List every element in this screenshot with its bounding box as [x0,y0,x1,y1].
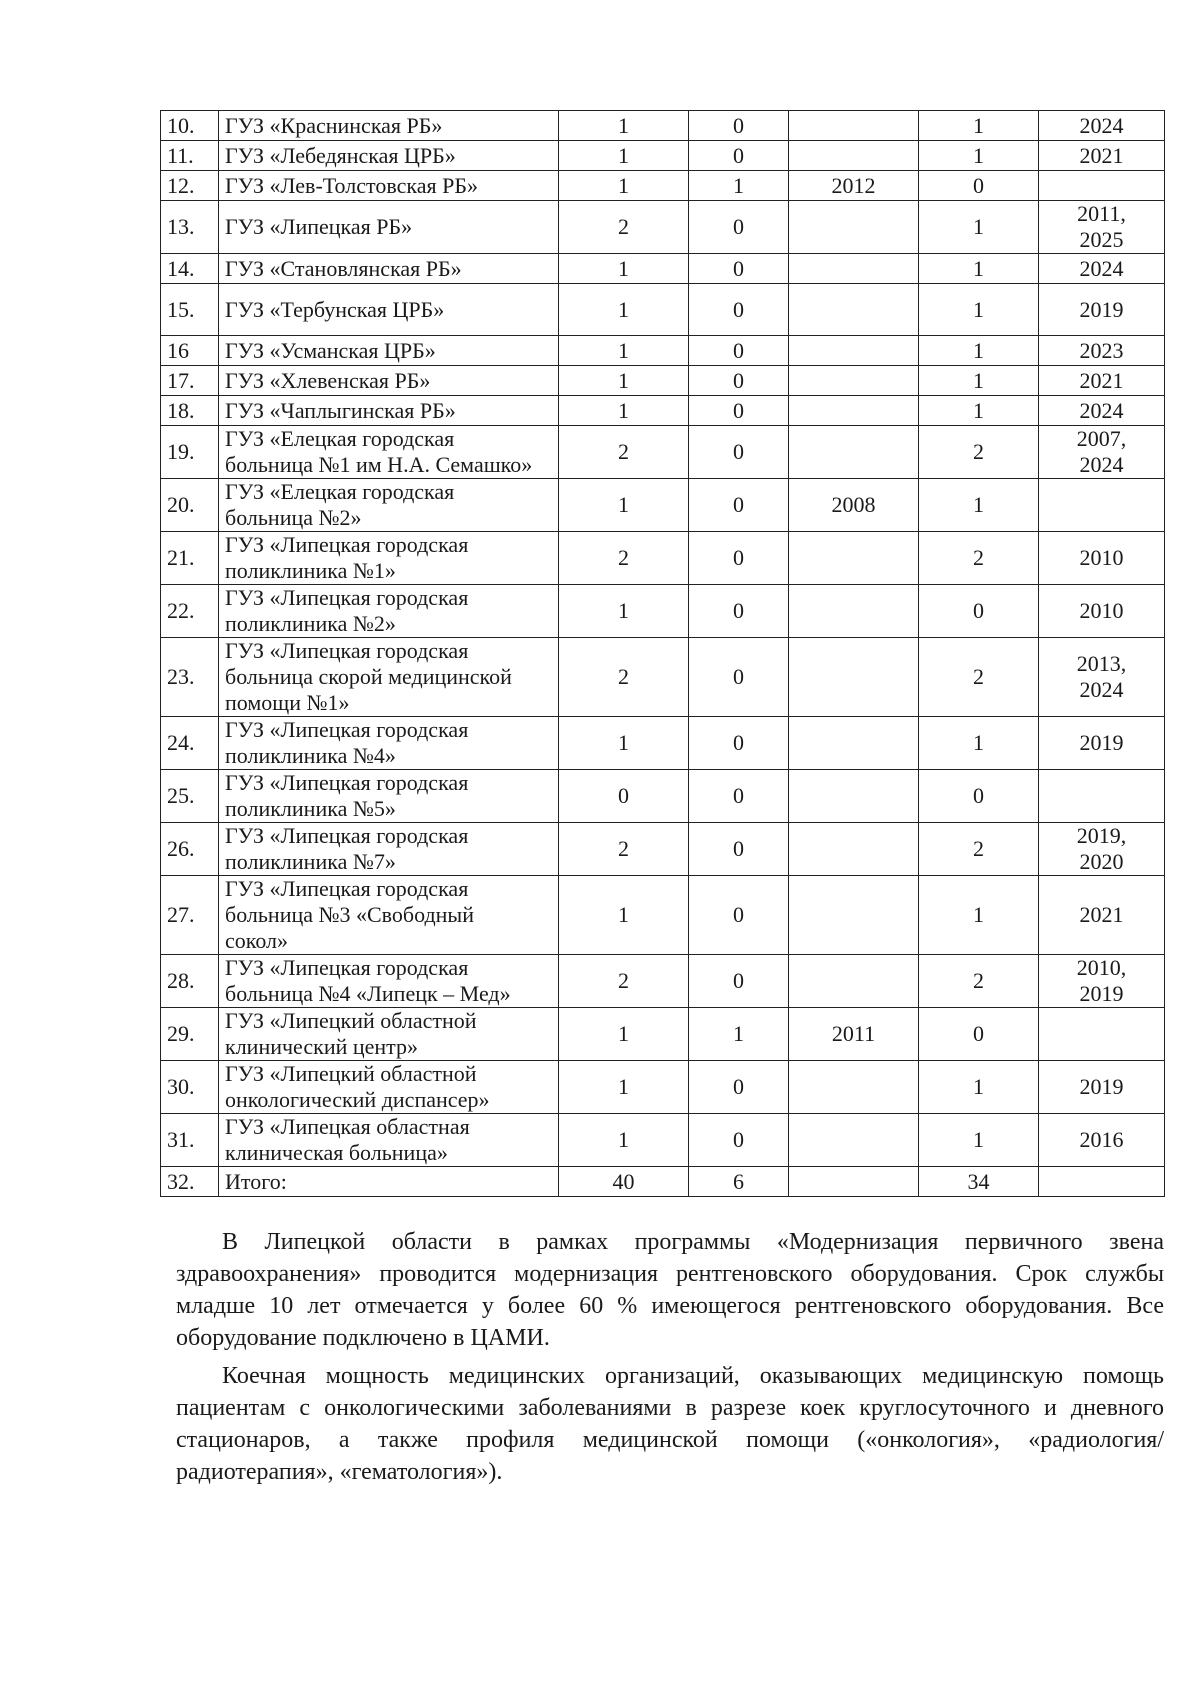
table-row [161,717,1165,770]
count-cell: 1 [559,111,689,141]
table-row [161,1167,1165,1197]
institution-name: ГУЗ «Лебедянская ЦРБ» [219,141,559,171]
institution-name: ГУЗ «Хлевенская РБ» [219,366,559,396]
year-cell [789,955,919,1008]
count-cell: 1 [689,171,789,201]
count-cell: 1 [559,479,689,532]
count-cell: 2 [919,426,1039,479]
table-row [161,284,1165,336]
count-cell: 1 [559,141,689,171]
row-number: 15. [161,284,219,336]
row-number: 32. [161,1167,219,1197]
year-cell [789,426,919,479]
count-cell: 1 [689,1008,789,1061]
year-cell: 2016 [1039,1114,1165,1167]
table-row [161,585,1165,638]
year-cell [1039,479,1165,532]
row-number: 30. [161,1061,219,1114]
row-number: 20. [161,479,219,532]
year-cell: 2021 [1039,141,1165,171]
year-cell [789,1114,919,1167]
institution-name: ГУЗ «Липецкая городская поликлиника №4» [219,717,559,770]
year-cell: 2019 [1039,284,1165,336]
row-number: 29. [161,1008,219,1061]
year-cell [789,876,919,955]
count-cell: 0 [689,1061,789,1114]
year-cell: 2013, 2024 [1039,638,1165,717]
count-cell: 0 [689,1114,789,1167]
table-row [161,823,1165,876]
row-number: 27. [161,876,219,955]
count-cell: 0 [689,638,789,717]
count-cell: 0 [689,396,789,426]
count-cell: 0 [559,770,689,823]
count-cell: 2 [919,638,1039,717]
count-cell: 1 [919,201,1039,254]
year-cell: 2011, 2025 [1039,201,1165,254]
count-cell: 0 [689,479,789,532]
institution-name: ГУЗ «Чаплыгинская РБ» [219,396,559,426]
year-cell [1039,1008,1165,1061]
count-cell: 1 [919,876,1039,955]
count-cell: 2 [559,955,689,1008]
row-number: 18. [161,396,219,426]
table-row [161,201,1165,254]
count-cell: 0 [689,426,789,479]
row-number: 10. [161,111,219,141]
table-row [161,171,1165,201]
year-cell: 2019 [1039,717,1165,770]
count-cell: 1 [919,111,1039,141]
institution-name: ГУЗ «Становлянская РБ» [219,254,559,284]
table-row [161,141,1165,171]
count-cell: 1 [919,336,1039,366]
row-number: 11. [161,141,219,171]
year-cell [1039,171,1165,201]
count-cell: 1 [919,141,1039,171]
row-number: 24. [161,717,219,770]
year-cell: 2008 [789,479,919,532]
year-cell [789,111,919,141]
year-cell: 2010 [1039,532,1165,585]
year-cell [789,254,919,284]
row-number: 28. [161,955,219,1008]
row-number: 23. [161,638,219,717]
count-cell: 1 [919,366,1039,396]
institution-name: ГУЗ «Липецкая городская больница №3 «Свободный сокол» [219,876,559,955]
count-cell: 0 [689,717,789,770]
count-cell: 0 [689,141,789,171]
count-cell: 1 [919,254,1039,284]
row-number: 25. [161,770,219,823]
table-row [161,396,1165,426]
year-cell [1039,770,1165,823]
institution-name: ГУЗ «Липецкий областной онкологический диспансер» [219,1061,559,1114]
row-number: 21. [161,532,219,585]
count-cell: 0 [689,532,789,585]
paragraph-bed-capacity: Коечная мощность медицинских организаций, оказывающих медицинскую помощь пациентам с онкологическими заболеваниями в разрезе коек круглосуточного и дневного стационаров, а также профиля медицинской помощи («онкология», «радиология/радиотерапия», «гематология»). [176,1363,1164,1485]
year-cell [789,585,919,638]
year-cell: 2024 [1039,254,1165,284]
table-row [161,1008,1165,1061]
institution-name: ГУЗ «Тербунская ЦРБ» [219,284,559,336]
row-number: 31. [161,1114,219,1167]
count-cell: 0 [919,585,1039,638]
year-cell: 2012 [789,171,919,201]
count-cell: 0 [689,823,789,876]
count-cell: 1 [559,254,689,284]
count-cell: 1 [559,366,689,396]
year-cell: 2007, 2024 [1039,426,1165,479]
year-cell [789,336,919,366]
count-cell: 2 [559,201,689,254]
count-cell: 2 [919,955,1039,1008]
year-cell [789,141,919,171]
count-cell: 0 [689,770,789,823]
table-row [161,336,1165,366]
count-cell: 0 [689,201,789,254]
year-cell: 2011 [789,1008,919,1061]
count-cell: 1 [919,1114,1039,1167]
institution-name: ГУЗ «Елецкая городская больница №1 им Н.А. Семашко» [219,426,559,479]
year-cell: 2021 [1039,366,1165,396]
table-row [161,366,1165,396]
count-cell: 0 [689,955,789,1008]
year-cell [789,1167,919,1197]
count-cell: 0 [689,111,789,141]
year-cell [789,638,919,717]
row-number: 19. [161,426,219,479]
count-cell: 0 [689,366,789,396]
count-cell: 2 [559,638,689,717]
count-cell: 1 [559,717,689,770]
year-cell [789,396,919,426]
year-cell: 2010 [1039,585,1165,638]
count-cell: 1 [559,1008,689,1061]
count-cell: 0 [689,284,789,336]
institution-name: ГУЗ «Липецкий областной клинический центр» [219,1008,559,1061]
institution-name: ГУЗ «Липецкая городская поликлиника №1» [219,532,559,585]
row-number: 13. [161,201,219,254]
row-number: 12. [161,171,219,201]
count-cell: 1 [919,396,1039,426]
count-cell: 1 [559,585,689,638]
count-cell: 0 [919,770,1039,823]
count-cell: 1 [559,284,689,336]
count-cell: 1 [559,171,689,201]
count-cell: 0 [689,585,789,638]
year-cell [789,366,919,396]
count-cell: 0 [689,336,789,366]
institution-name: ГУЗ «Липецкая городская больница скорой медицинской помощи №1» [219,638,559,717]
row-number: 16 [161,336,219,366]
count-cell: 1 [559,396,689,426]
count-cell: 1 [559,336,689,366]
table-row [161,479,1165,532]
institution-name: ГУЗ «Лев-Толстовская РБ» [219,171,559,201]
count-cell: 6 [689,1167,789,1197]
table-row [161,876,1165,955]
row-number: 17. [161,366,219,396]
row-number: 26. [161,823,219,876]
body-text [176,1226,1164,1494]
year-cell [789,770,919,823]
year-cell [789,532,919,585]
row-number: 14. [161,254,219,284]
table-row [161,955,1165,1008]
count-cell: 1 [919,479,1039,532]
institution-name: ГУЗ «Липецкая городская поликлиника №5» [219,770,559,823]
table-row [161,426,1165,479]
table-row [161,254,1165,284]
year-cell: 2010, 2019 [1039,955,1165,1008]
equipment-table [160,110,1165,1197]
count-cell: 0 [919,1008,1039,1061]
count-cell: 2 [559,823,689,876]
year-cell [789,823,919,876]
year-cell [789,1061,919,1114]
year-cell [1039,1167,1165,1197]
count-cell: 40 [559,1167,689,1197]
count-cell: 34 [919,1167,1039,1197]
year-cell: 2019, 2020 [1039,823,1165,876]
year-cell [789,201,919,254]
count-cell: 0 [919,171,1039,201]
count-cell: 1 [559,876,689,955]
table-row [161,532,1165,585]
table-row [161,1061,1165,1114]
paragraph-modernization: В Липецкой области в рамках программы «Модернизация первичного звена здравоохранения» проводится модернизация рентгеновского оборудования. Срок службы младше 10 лет отмечается у более 60 % имеющегося рентгеновского оборудования. Все оборудование подключено в ЦАМИ. [176,1229,1164,1351]
year-cell [789,717,919,770]
table-row [161,638,1165,717]
count-cell: 1 [919,1061,1039,1114]
institution-name: ГУЗ «Краснинская РБ» [219,111,559,141]
institution-name: ГУЗ «Елецкая городская больница №2» [219,479,559,532]
year-cell: 2021 [1039,876,1165,955]
institution-name: Итого: [219,1167,559,1197]
institution-name: ГУЗ «Липецкая РБ» [219,201,559,254]
institution-name: ГУЗ «Липецкая городская поликлиника №2» [219,585,559,638]
count-cell: 1 [919,717,1039,770]
count-cell: 2 [919,532,1039,585]
count-cell: 0 [689,254,789,284]
institution-name: ГУЗ «Липецкая городская поликлиника №7» [219,823,559,876]
count-cell: 2 [919,823,1039,876]
institution-name: ГУЗ «Липецкая областная клиническая больница» [219,1114,559,1167]
count-cell: 0 [689,876,789,955]
institution-name: ГУЗ «Липецкая городская больница №4 «Липецк – Мед» [219,955,559,1008]
year-cell: 2023 [1039,336,1165,366]
year-cell [789,284,919,336]
year-cell: 2019 [1039,1061,1165,1114]
year-cell: 2024 [1039,396,1165,426]
table-row [161,1114,1165,1167]
institution-name: ГУЗ «Усманская ЦРБ» [219,336,559,366]
year-cell: 2024 [1039,111,1165,141]
row-number: 22. [161,585,219,638]
count-cell: 2 [559,532,689,585]
count-cell: 1 [559,1114,689,1167]
count-cell: 1 [919,284,1039,336]
count-cell: 2 [559,426,689,479]
count-cell: 1 [559,1061,689,1114]
table-row [161,111,1165,141]
table-row [161,770,1165,823]
